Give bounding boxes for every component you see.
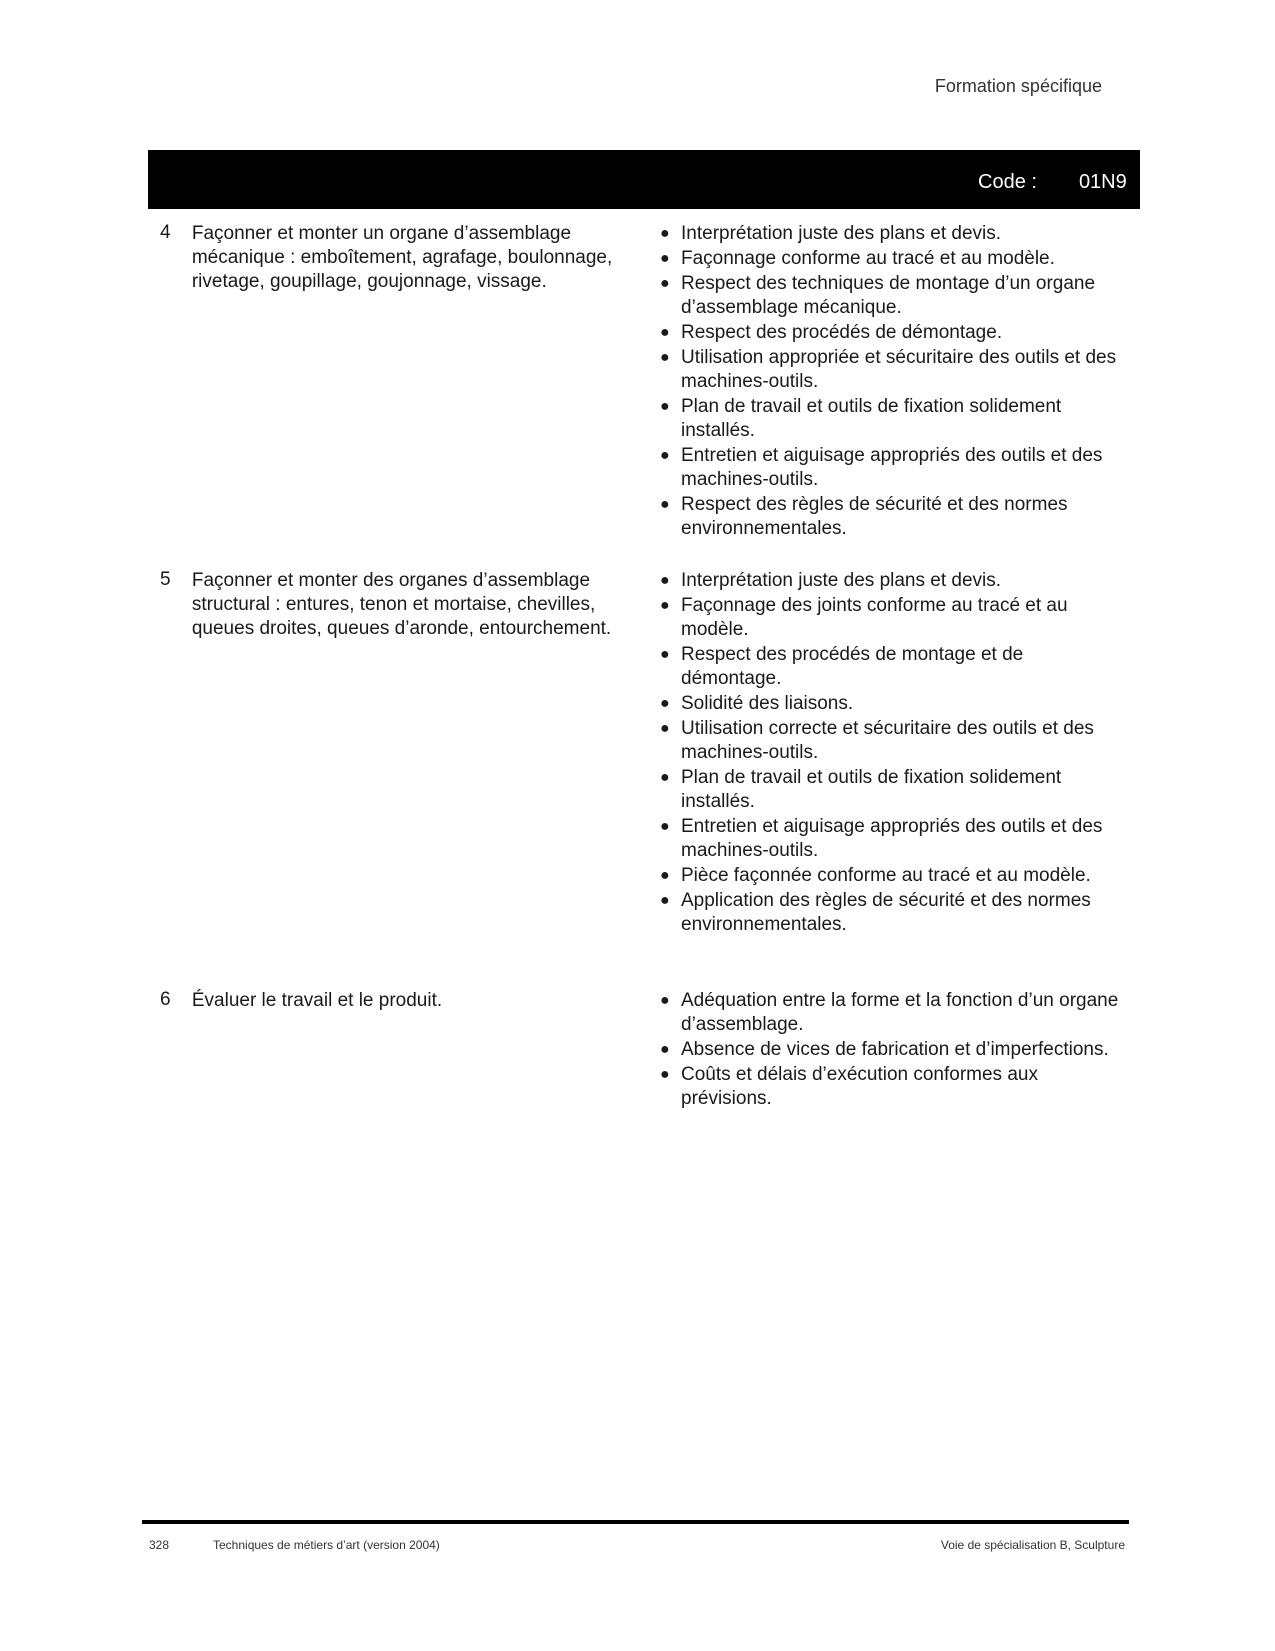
criteria-list: [658, 222, 1128, 542]
element-text: Façonner et monter des organes d’assemblage structural : entures, tenon et mortaise, chevilles, queues droites, queues d’aronde, entourchement.: [191, 570, 612, 639]
criterion-item: [658, 569, 1128, 593]
criterion-text: Respect des procédés de montage et de démontage.: [681, 644, 1024, 689]
footer-option: Voie de spécialisation B, Sculpture: [940, 1538, 1125, 1552]
bullet-icon: ●: [660, 769, 670, 786]
bullet-icon: ●: [660, 867, 670, 884]
criterion-text: Application des règles de sécurité et des normes environnementales.: [681, 890, 1091, 935]
criterion-item: [658, 643, 1128, 691]
element-number: 4: [160, 222, 171, 243]
bullet-icon: ●: [660, 818, 670, 835]
bullet-icon: ●: [660, 646, 670, 663]
criterion-text: Adéquation entre la forme et la fonction d’un organe d’assemblage.: [681, 990, 1119, 1035]
criterion-item: [658, 346, 1128, 394]
element-text: Façonner et monter un organe d’assemblage mécanique : emboîtement, agrafage, boulonnage, rivetage, goupillage, goujonnage, vissage.: [191, 223, 613, 292]
element-statement: [160, 569, 630, 641]
element-number: 6: [160, 989, 171, 1010]
criterion-text: Utilisation appropriée et sécuritaire des outils et des machines-outils.: [681, 347, 1117, 392]
code-label: Code :: [978, 171, 1037, 193]
criterion-item: [658, 444, 1128, 492]
criterion-text: Façonnage conforme au tracé et au modèle.: [681, 248, 1055, 269]
bullet-icon: ●: [660, 992, 670, 1009]
criteria-list: [658, 989, 1128, 1112]
code-value: 01N9: [1078, 171, 1127, 193]
bullet-icon: ●: [660, 398, 670, 415]
bullet-icon: ●: [660, 720, 670, 737]
criterion-item: [658, 272, 1128, 320]
criterion-text: Utilisation correcte et sécuritaire des outils et des machines-outils.: [681, 718, 1094, 763]
criterion-item: [658, 864, 1128, 888]
bullet-icon: ●: [660, 324, 670, 341]
criterion-text: Absence de vices de fabrication et d’imperfections.: [681, 1039, 1109, 1060]
criterion-item: [658, 222, 1128, 246]
section-label: Formation spécifique: [934, 76, 1102, 96]
element-number: 5: [160, 569, 171, 590]
bullet-icon: ●: [660, 349, 670, 366]
bullet-icon: ●: [660, 225, 670, 242]
bullet-icon: ●: [660, 496, 670, 513]
criterion-item: [658, 1063, 1128, 1111]
criterion-item: [658, 717, 1128, 765]
code-block: [978, 171, 1127, 194]
criterion-text: Pièce façonnée conforme au tracé et au modèle.: [681, 865, 1091, 886]
criterion-item: [658, 594, 1128, 642]
criterion-text: Solidité des liaisons.: [681, 693, 854, 714]
criterion-item: [658, 1038, 1128, 1062]
criterion-text: Respect des procédés de démontage.: [681, 322, 1003, 343]
bullet-icon: ●: [660, 250, 670, 267]
criterion-text: Coûts et délais d’exécution conformes aux prévisions.: [681, 1064, 1038, 1109]
element-statement: [160, 989, 630, 1013]
criterion-text: Respect des règles de sécurité et des normes environnementales.: [681, 494, 1068, 539]
footer-program: Techniques de métiers d’art (version 2004): [213, 1538, 440, 1552]
criterion-item: [658, 889, 1128, 937]
criterion-text: Plan de travail et outils de fixation solidement installés.: [681, 396, 1062, 441]
element-statement: [160, 222, 630, 294]
element-text: Évaluer le travail et le produit.: [191, 990, 443, 1011]
criterion-item: [658, 395, 1128, 443]
criteria-list: [658, 569, 1128, 938]
criterion-item: [658, 766, 1128, 814]
criterion-text: Entretien et aiguisage appropriés des outils et des machines-outils.: [681, 816, 1103, 861]
criterion-text: Interprétation juste des plans et devis.: [681, 223, 1002, 244]
criterion-item: [658, 247, 1128, 271]
criterion-item: [658, 815, 1128, 863]
bullet-icon: ●: [660, 1066, 670, 1083]
criterion-text: Plan de travail et outils de fixation solidement installés.: [681, 767, 1062, 812]
criterion-text: Respect des techniques de montage d’un organe d’assemblage mécanique.: [681, 273, 1096, 318]
bullet-icon: ●: [660, 597, 670, 614]
bullet-icon: ●: [660, 447, 670, 464]
criterion-item: [658, 989, 1128, 1037]
bullet-icon: ●: [660, 1041, 670, 1058]
criterion-item: [658, 692, 1128, 716]
criterion-item: [658, 493, 1128, 541]
criterion-text: Interprétation juste des plans et devis.: [681, 570, 1002, 591]
criterion-text: Entretien et aiguisage appropriés des outils et des machines-outils.: [681, 445, 1103, 490]
bullet-icon: ●: [660, 572, 670, 589]
bullet-icon: ●: [660, 275, 670, 292]
criterion-text: Façonnage des joints conforme au tracé et au modèle.: [681, 595, 1068, 640]
bullet-icon: ●: [660, 892, 670, 909]
criterion-item: [658, 321, 1128, 345]
bullet-icon: ●: [660, 695, 670, 712]
page-number: 328: [149, 1538, 170, 1552]
footer-rule: [142, 1520, 1129, 1524]
